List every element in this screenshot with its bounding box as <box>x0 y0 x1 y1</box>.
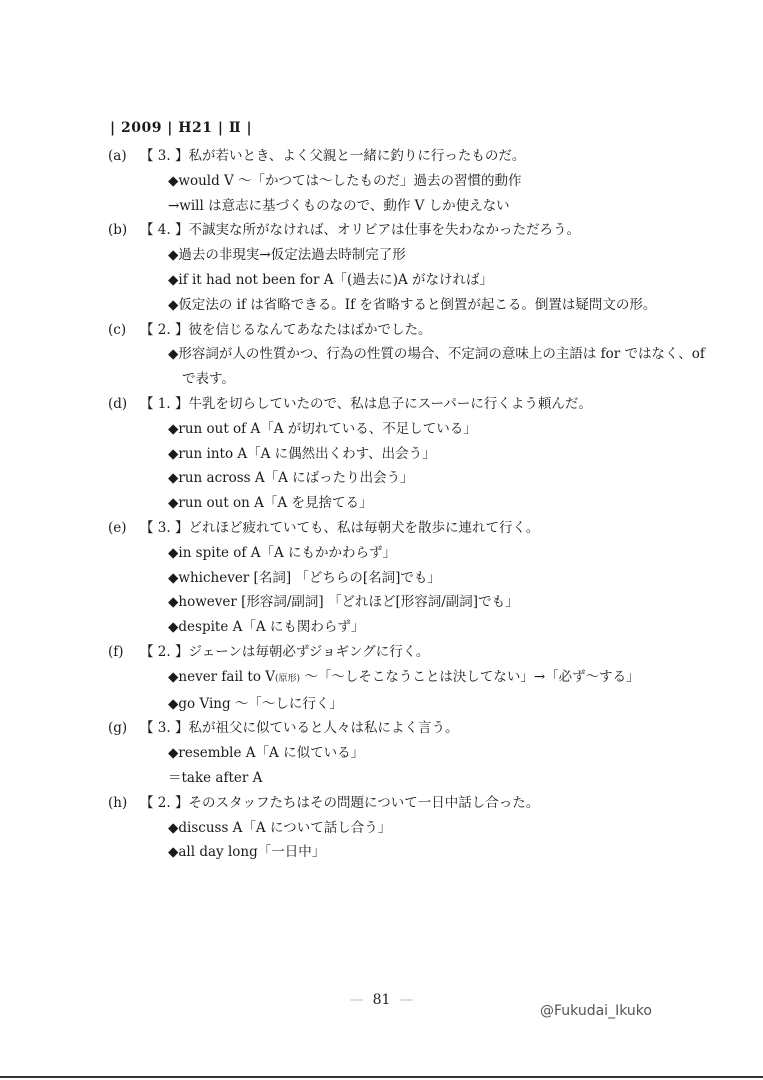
question-e <box>108 516 708 640</box>
answer-line: 【 4. 】不誠実な所がなければ、オリビアは仕事を失わなかっただろう。 <box>140 222 580 239</box>
note-line: ◆despite A「A にも関わらず」 <box>168 619 365 636</box>
note-line: ◆仮定法の if は省略できる。If を省略すると倒置が起こる。倒置は疑問文の形。 <box>168 296 657 313</box>
note-line: ◆resemble A「A に似ている」 <box>168 745 365 762</box>
note-line: ◆whichever [名詞] 「どちらの[名詞]でも」 <box>168 569 441 586</box>
answer-list <box>108 144 708 865</box>
note-line: ◆run across A「A にばったり出会う」 <box>168 470 414 487</box>
answer-line: 【 2. 】そのスタッフたちはその問題について一日中話し合った。 <box>140 794 540 811</box>
note-line: ◆discuss A「A について話し合う」 <box>168 819 392 836</box>
note-line: ◆however [形容詞/副詞] 「どれほど[形容詞/副詞]でも」 <box>168 594 519 611</box>
question-label: (c) <box>108 321 127 338</box>
note-line: ◆run out of A「A が切れている、不足している」 <box>168 420 477 437</box>
question-h <box>108 791 708 865</box>
answer-line: 【 1. 】牛乳を切らしていたので、私は息子にスーパーに行くよう頼んだ。 <box>140 395 592 412</box>
question-label: (g) <box>108 720 128 737</box>
note-line: ◆run out on A「A を見捨てる」 <box>168 495 373 512</box>
question-label: (a) <box>108 148 127 164</box>
answer-line: 【 3. 】私が若いとき、よく父親と一緒に釣りに行ったものだ。 <box>140 148 526 164</box>
note-line: →will は意志に基づくものなので、動作 V しか使えない <box>168 197 510 214</box>
note-line: ◆go Ving ～「～しに行く」 <box>168 695 343 712</box>
note-line: ◆過去の非現実→仮定法過去時制完了形 <box>168 247 406 264</box>
bottom-rule <box>0 1076 763 1078</box>
question-d <box>108 392 708 516</box>
note-line: ＝take after A <box>168 769 263 786</box>
note-line <box>140 665 708 692</box>
note-line: ◆would V ～「かつては～したものだ」過去の習慣的動作 <box>168 172 522 189</box>
question-label: (e) <box>108 519 127 536</box>
question-label: (d) <box>108 395 128 412</box>
page-number: 81 <box>372 992 391 1008</box>
note-line: ◆all day long「一日中」 <box>168 844 326 861</box>
question-g <box>108 716 708 790</box>
subscript-note: (原形) <box>275 673 301 684</box>
question-label: (h) <box>108 794 128 811</box>
answer-line: 【 3. 】私が祖父に似ていると人々は私によく言う。 <box>140 720 459 737</box>
answer-line: 【 3. 】どれほど疲れていても、私は毎朝犬を散歩に連れて行く。 <box>140 519 540 536</box>
answer-line: 【 2. 】彼を信じるなんてあなたはばかでした。 <box>140 321 432 338</box>
note-text: ◆never fail to V <box>168 668 275 685</box>
page-header: | 2009 | H21 | Ⅱ | <box>110 120 253 136</box>
note-line: ◆if it had not been for A「(過去に)A がなければ」 <box>168 271 494 288</box>
note-line: ◆in spite of A「A にもかかわらず」 <box>168 544 396 561</box>
note-line: ◆run into A「A に偶然出くわす、出会う」 <box>168 445 436 462</box>
page-dash-right: — <box>399 992 414 1008</box>
question-label: (f) <box>108 643 124 660</box>
answer-line: 【 2. 】ジェーンは毎朝必ずジョギングに行く。 <box>140 643 430 660</box>
page-dash-left: — <box>349 992 364 1008</box>
question-a <box>108 144 708 218</box>
question-f <box>108 640 708 716</box>
watermark: @Fukudai_Ikuko <box>540 1003 652 1019</box>
note-line: ◆形容詞が人の性質かつ、行為の性質の場合、不定詞の意味上の主語は for ではなく、of で表す。 <box>168 346 705 388</box>
note-text: ～「～しそこなうことは決してない」→「必ず～する」 <box>300 668 640 685</box>
question-b <box>108 218 708 317</box>
question-label: (b) <box>108 222 128 239</box>
question-c <box>108 318 708 392</box>
